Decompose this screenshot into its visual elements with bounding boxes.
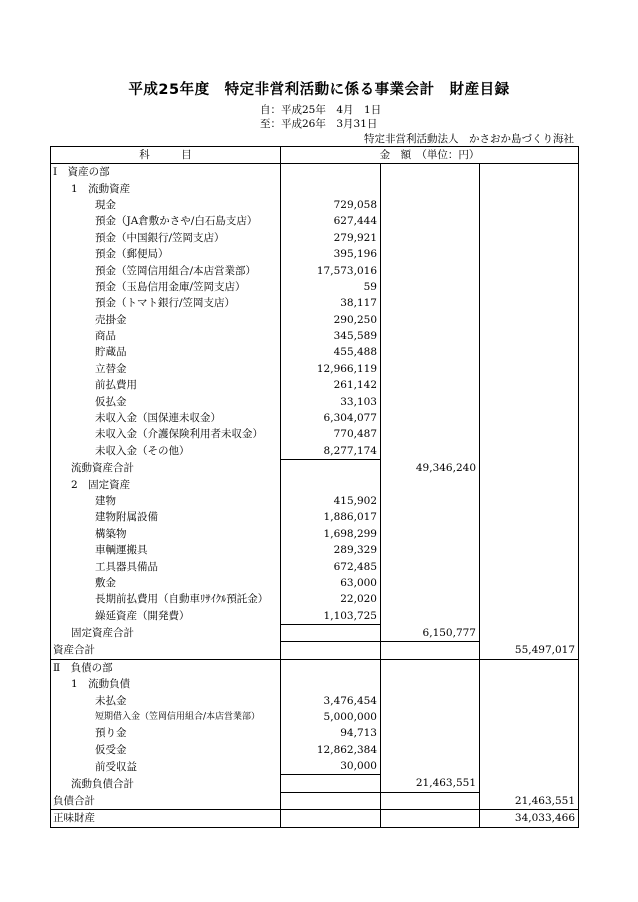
row-label: 預り金 [51, 725, 281, 741]
amount-detail: 395,196 [281, 246, 381, 262]
amount-detail: 94,713 [281, 725, 381, 741]
amount-subtotal [381, 542, 480, 558]
amount-detail: 627,444 [281, 213, 381, 229]
amount-detail: 289,329 [281, 542, 381, 558]
amount-subtotal: 21,463,551 [381, 775, 480, 792]
amount-total [480, 659, 579, 676]
period-to: 至：平成26年 3月31日 [260, 118, 378, 130]
amount-subtotal [381, 725, 480, 741]
row-label: 1 流動負債 [51, 676, 281, 692]
table-row [51, 542, 579, 558]
amount-detail [281, 642, 381, 659]
table-row [51, 558, 579, 574]
amount-detail: 6,304,077 [281, 410, 381, 426]
table-row [51, 230, 579, 246]
row-label: 未収入金（介護保険利用者未収金） [51, 426, 281, 442]
amount-total [480, 312, 579, 328]
amount-subtotal [381, 279, 480, 295]
amount-subtotal [381, 197, 480, 213]
amount-total [480, 591, 579, 607]
table-row [51, 164, 579, 181]
amount-subtotal [381, 608, 480, 625]
period-from: 自：平成25年 4月 1日 [260, 104, 382, 116]
amount-total: 21,463,551 [480, 792, 579, 809]
table-row [51, 758, 579, 775]
row-label: 1 流動資産 [51, 180, 281, 196]
amount-detail: 63,000 [281, 575, 381, 591]
amount-detail [281, 659, 381, 676]
amount-subtotal [381, 410, 480, 426]
amount-total [480, 542, 579, 558]
row-label: 前受収益 [51, 758, 281, 775]
amount-total [480, 558, 579, 574]
amount-subtotal: 6,150,777 [381, 624, 480, 641]
row-label: 未収入金（その他） [51, 443, 281, 460]
amount-total [480, 742, 579, 758]
amount-detail: 38,117 [281, 295, 381, 311]
table-row [51, 328, 579, 344]
amount-total [480, 758, 579, 775]
amount-detail [281, 810, 381, 827]
amount-subtotal [381, 312, 480, 328]
amount-total [480, 279, 579, 295]
row-label: 預金（トマト銀行/笠岡支店） [51, 295, 281, 311]
amount-detail [281, 460, 381, 477]
table-row [51, 393, 579, 409]
amount-total [480, 230, 579, 246]
table-row [51, 709, 579, 725]
organization-name: 特定非営利活動法人 かさおか島づくり海社 [364, 133, 574, 145]
row-label: 流動資産合計 [51, 460, 281, 477]
amount-total [480, 246, 579, 262]
table-row [51, 509, 579, 525]
amount-total [480, 460, 579, 477]
amount-detail: 261,142 [281, 377, 381, 393]
amount-total [480, 693, 579, 709]
amount-total [480, 608, 579, 625]
amount-detail [281, 676, 381, 692]
amount-subtotal [381, 180, 480, 196]
table-row [51, 742, 579, 758]
table-header-row [51, 147, 579, 164]
amount-detail: 729,058 [281, 197, 381, 213]
amount-total [480, 197, 579, 213]
amount-detail: 770,487 [281, 426, 381, 442]
amount-detail: 12,966,119 [281, 361, 381, 377]
table-row [51, 295, 579, 311]
amount-detail: 33,103 [281, 393, 381, 409]
table-row [51, 526, 579, 542]
row-label: 仮受金 [51, 742, 281, 758]
property-inventory-table [50, 146, 579, 828]
amount-subtotal [381, 328, 480, 344]
amount-total [480, 377, 579, 393]
amount-total [480, 443, 579, 460]
table-row [51, 197, 579, 213]
amount-subtotal [381, 377, 480, 393]
table-row [51, 493, 579, 509]
amount-total [480, 624, 579, 641]
amount-subtotal [381, 344, 480, 360]
amount-subtotal [381, 693, 480, 709]
row-label: 売掛金 [51, 312, 281, 328]
amount-total [480, 575, 579, 591]
amount-total [480, 410, 579, 426]
amount-subtotal [381, 361, 480, 377]
amount-subtotal [381, 742, 480, 758]
amount-total [480, 725, 579, 741]
amount-subtotal [381, 659, 480, 676]
row-label: 預金（笠岡信用組合/本店営業部） [51, 262, 281, 278]
table-row [51, 775, 579, 792]
table-row [51, 591, 579, 607]
table-row [51, 344, 579, 360]
table-row [51, 642, 579, 659]
amount-subtotal [381, 476, 480, 492]
row-label: 正味財産 [51, 810, 281, 827]
amount-detail: 1,886,017 [281, 509, 381, 525]
row-label: 預金（中国銀行/笠岡支店） [51, 230, 281, 246]
amount-detail: 1,698,299 [281, 526, 381, 542]
table-row [51, 624, 579, 641]
amount-detail: 455,488 [281, 344, 381, 360]
amount-total [480, 709, 579, 725]
amount-total [480, 361, 579, 377]
amount-subtotal [381, 213, 480, 229]
amount-total [480, 493, 579, 509]
row-label: 仮払金 [51, 393, 281, 409]
amount-detail: 290,250 [281, 312, 381, 328]
table-row [51, 460, 579, 477]
amount-subtotal [381, 758, 480, 775]
amount-subtotal [381, 393, 480, 409]
row-label: 負債合計 [51, 792, 281, 809]
row-label: 短期借入金（笠岡信用組合/本店営業部） [51, 709, 281, 725]
row-label: Ⅰ 資産の部 [51, 164, 281, 181]
table-row [51, 608, 579, 625]
table-row [51, 443, 579, 460]
table-row [51, 426, 579, 442]
amount-subtotal [381, 642, 480, 659]
table-row [51, 676, 579, 692]
amount-total [480, 328, 579, 344]
row-label: 長期前払費用（自動車ﾘｻｲｸﾙ預託金） [51, 591, 281, 607]
row-label: 流動負債合計 [51, 775, 281, 792]
amount-subtotal [381, 262, 480, 278]
amount-total [480, 526, 579, 542]
amount-detail: 279,921 [281, 230, 381, 246]
amount-detail: 22,020 [281, 591, 381, 607]
amount-total [480, 476, 579, 492]
amount-detail: 1,103,725 [281, 608, 381, 625]
table-row [51, 377, 579, 393]
row-label: 貯蔵品 [51, 344, 281, 360]
header-item: 科 目 [51, 147, 281, 164]
row-label: 現金 [51, 197, 281, 213]
table-row [51, 693, 579, 709]
amount-detail [281, 775, 381, 792]
amount-detail [281, 180, 381, 196]
amount-detail: 59 [281, 279, 381, 295]
row-label: 資産合計 [51, 642, 281, 659]
amount-subtotal [381, 526, 480, 542]
amount-total [480, 295, 579, 311]
table-row [51, 262, 579, 278]
amount-subtotal [381, 575, 480, 591]
amount-detail: 345,589 [281, 328, 381, 344]
row-label: 車輌運搬具 [51, 542, 281, 558]
row-label: 構築物 [51, 526, 281, 542]
amount-total [480, 180, 579, 196]
row-label: 未収入金（国保連未収金） [51, 410, 281, 426]
table-row [51, 279, 579, 295]
table-row [51, 213, 579, 229]
row-label: 建物 [51, 493, 281, 509]
amount-subtotal [381, 164, 480, 181]
row-label: 建物附属設備 [51, 509, 281, 525]
amount-detail: 12,862,384 [281, 742, 381, 758]
amount-total [480, 262, 579, 278]
table-row [51, 725, 579, 741]
amount-total: 55,497,017 [480, 642, 579, 659]
amount-subtotal [381, 709, 480, 725]
table-row [51, 410, 579, 426]
amount-total [480, 213, 579, 229]
table-row [51, 792, 579, 809]
row-label: 前払費用 [51, 377, 281, 393]
row-label: 工具器具備品 [51, 558, 281, 574]
row-label: 繰延資産（開発費） [51, 608, 281, 625]
amount-subtotal [381, 230, 480, 246]
row-label: 預金（郵便局） [51, 246, 281, 262]
amount-subtotal [381, 558, 480, 574]
amount-total [480, 426, 579, 442]
amount-detail: 672,485 [281, 558, 381, 574]
row-label: 固定資産合計 [51, 624, 281, 641]
amount-subtotal [381, 591, 480, 607]
amount-total [480, 676, 579, 692]
header-amount: 金 額 （単位：円） [281, 147, 579, 164]
table-row [51, 312, 579, 328]
amount-subtotal [381, 509, 480, 525]
table-row [51, 659, 579, 676]
amount-detail: 17,573,016 [281, 262, 381, 278]
amount-detail: 30,000 [281, 758, 381, 775]
amount-detail: 5,000,000 [281, 709, 381, 725]
amount-detail [281, 624, 381, 641]
document-title: 平成25年度 特定非営利活動に係る事業会計 財産目録 [128, 82, 510, 98]
amount-subtotal [381, 246, 480, 262]
row-label: 敷金 [51, 575, 281, 591]
row-label: 商品 [51, 328, 281, 344]
amount-detail: 415,902 [281, 493, 381, 509]
table-row [51, 575, 579, 591]
amount-subtotal [381, 493, 480, 509]
row-label: 預金（玉島信用金庫/笠岡支店） [51, 279, 281, 295]
amount-subtotal [381, 295, 480, 311]
amount-detail [281, 792, 381, 809]
amount-detail: 8,277,174 [281, 443, 381, 460]
row-label: 立替金 [51, 361, 281, 377]
row-label: 2 固定資産 [51, 476, 281, 492]
amount-detail: 3,476,454 [281, 693, 381, 709]
amount-subtotal [381, 810, 480, 827]
table-row [51, 476, 579, 492]
row-label: Ⅱ 負債の部 [51, 659, 281, 676]
amount-subtotal [381, 676, 480, 692]
amount-subtotal [381, 426, 480, 442]
amount-total [480, 164, 579, 181]
amount-subtotal [381, 792, 480, 809]
amount-detail [281, 476, 381, 492]
amount-total [480, 344, 579, 360]
amount-detail [281, 164, 381, 181]
amount-total [480, 775, 579, 792]
table-row [51, 246, 579, 262]
amount-subtotal: 49,346,240 [381, 460, 480, 477]
amount-total: 34,033,466 [480, 810, 579, 827]
amount-subtotal [381, 443, 480, 460]
table-row [51, 810, 579, 827]
amount-total [480, 393, 579, 409]
table-row [51, 361, 579, 377]
table-row [51, 180, 579, 196]
row-label: 預金（JA倉敷かさや/白石島支店） [51, 213, 281, 229]
row-label: 未払金 [51, 693, 281, 709]
amount-total [480, 509, 579, 525]
